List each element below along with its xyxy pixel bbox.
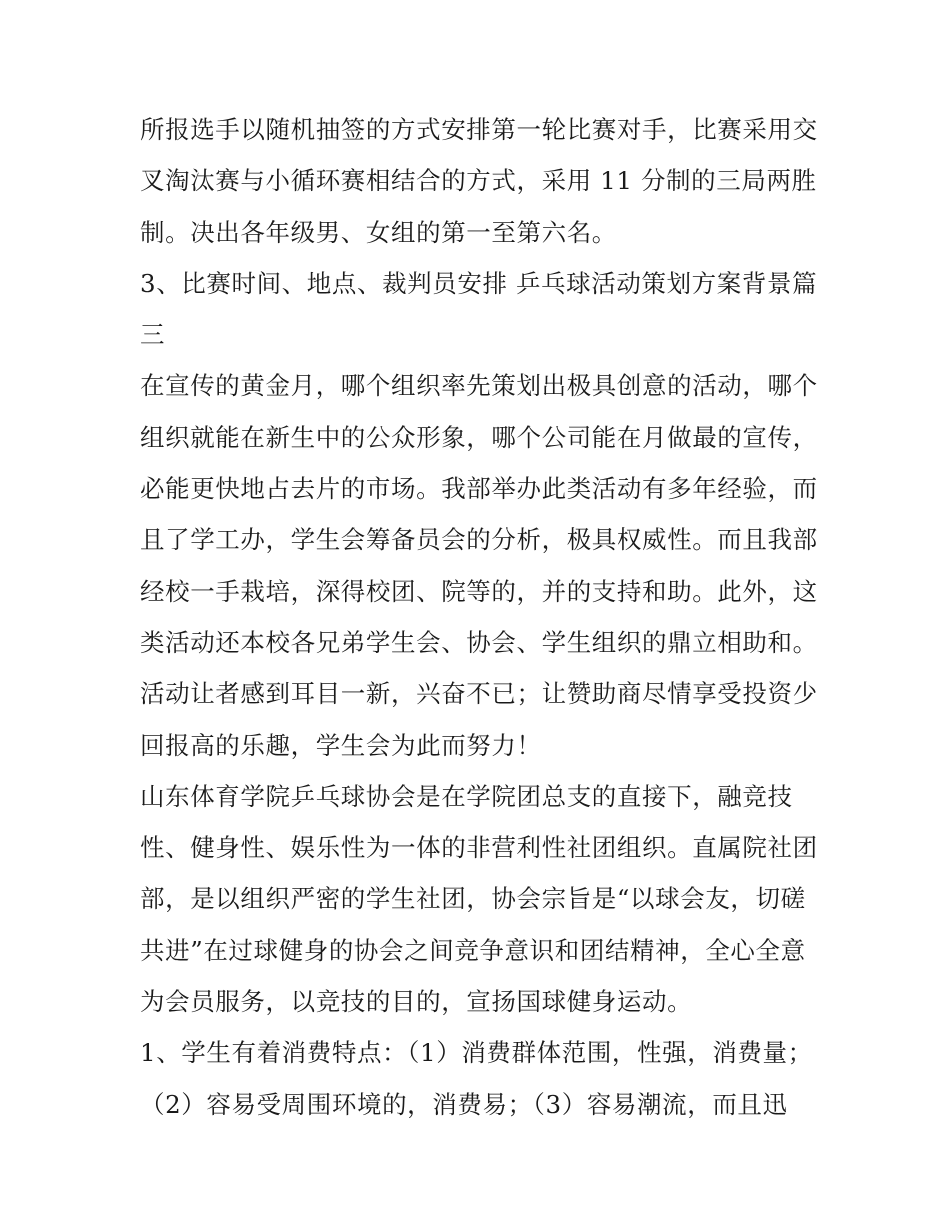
- text-line: （2）容易受周围环境的，消费易；（3）容易潮流，而且迅: [140, 1089, 788, 1119]
- text-line: 在宣传的黄金月，哪个组织率先策划出极具创意的活动，哪个: [140, 371, 818, 401]
- text-line: 共进”在过球健身的协会之间竞争意识和团结精神，全心全意: [140, 935, 806, 965]
- text-line: 回报高的乐趣，学生会为此而努力！: [140, 730, 542, 760]
- text-line: 制。决出各年级男、女组的第一至第六名。: [140, 217, 617, 247]
- text-line: 且了学工办，学生会筹备员会的分析，极具权威性。而且我部: [140, 525, 818, 555]
- text-line: 经校一手栽培，深得校团、院等的，并的支持和助。此外，这: [140, 576, 818, 606]
- text-line: 活动让者感到耳目一新，兴奋不已；让赞助商尽情享受投资少: [140, 679, 818, 709]
- text-line: 性、健身性、娱乐性为一体的非营利性社团组织。直属院社团: [140, 833, 818, 863]
- text-line: 三: [140, 320, 166, 350]
- text-line: 1、学生有着消费特点：（1）消费群体范围，性强，消费量；: [140, 1038, 813, 1068]
- text-line: 类活动还本校各兄弟学生会、协会、学生组织的鼎立相助和。: [140, 627, 818, 657]
- text-line: 3、比赛时间、地点、裁判员安排 乒乓球活动策划方案背景篇: [140, 268, 818, 298]
- text-line: 组织就能在新生中的公众形象，哪个公司能在月做最的宣传，: [140, 422, 818, 452]
- text-line: 所报选手以随机抽签的方式安排第一轮比赛对手，比赛采用交: [140, 115, 818, 144]
- text-line: 山东体育学院乒乓球协会是在学院团总支的直接下，融竞技: [140, 781, 793, 811]
- text-line: 为会员服务，以竞技的目的，宣扬国球健身运动。: [140, 987, 693, 1017]
- text-line: 必能更快地占去片的市场。我部举办此类活动有多年经验，而: [140, 474, 818, 504]
- body-text: [140, 104, 820, 1130]
- text-line: 部，是以组织严密的学生社团，协会宗旨是“以球会友，切磋: [140, 884, 806, 914]
- text-line: 叉淘汰赛与小循环赛相结合的方式，采用 11 分制的三局两胜: [140, 166, 817, 196]
